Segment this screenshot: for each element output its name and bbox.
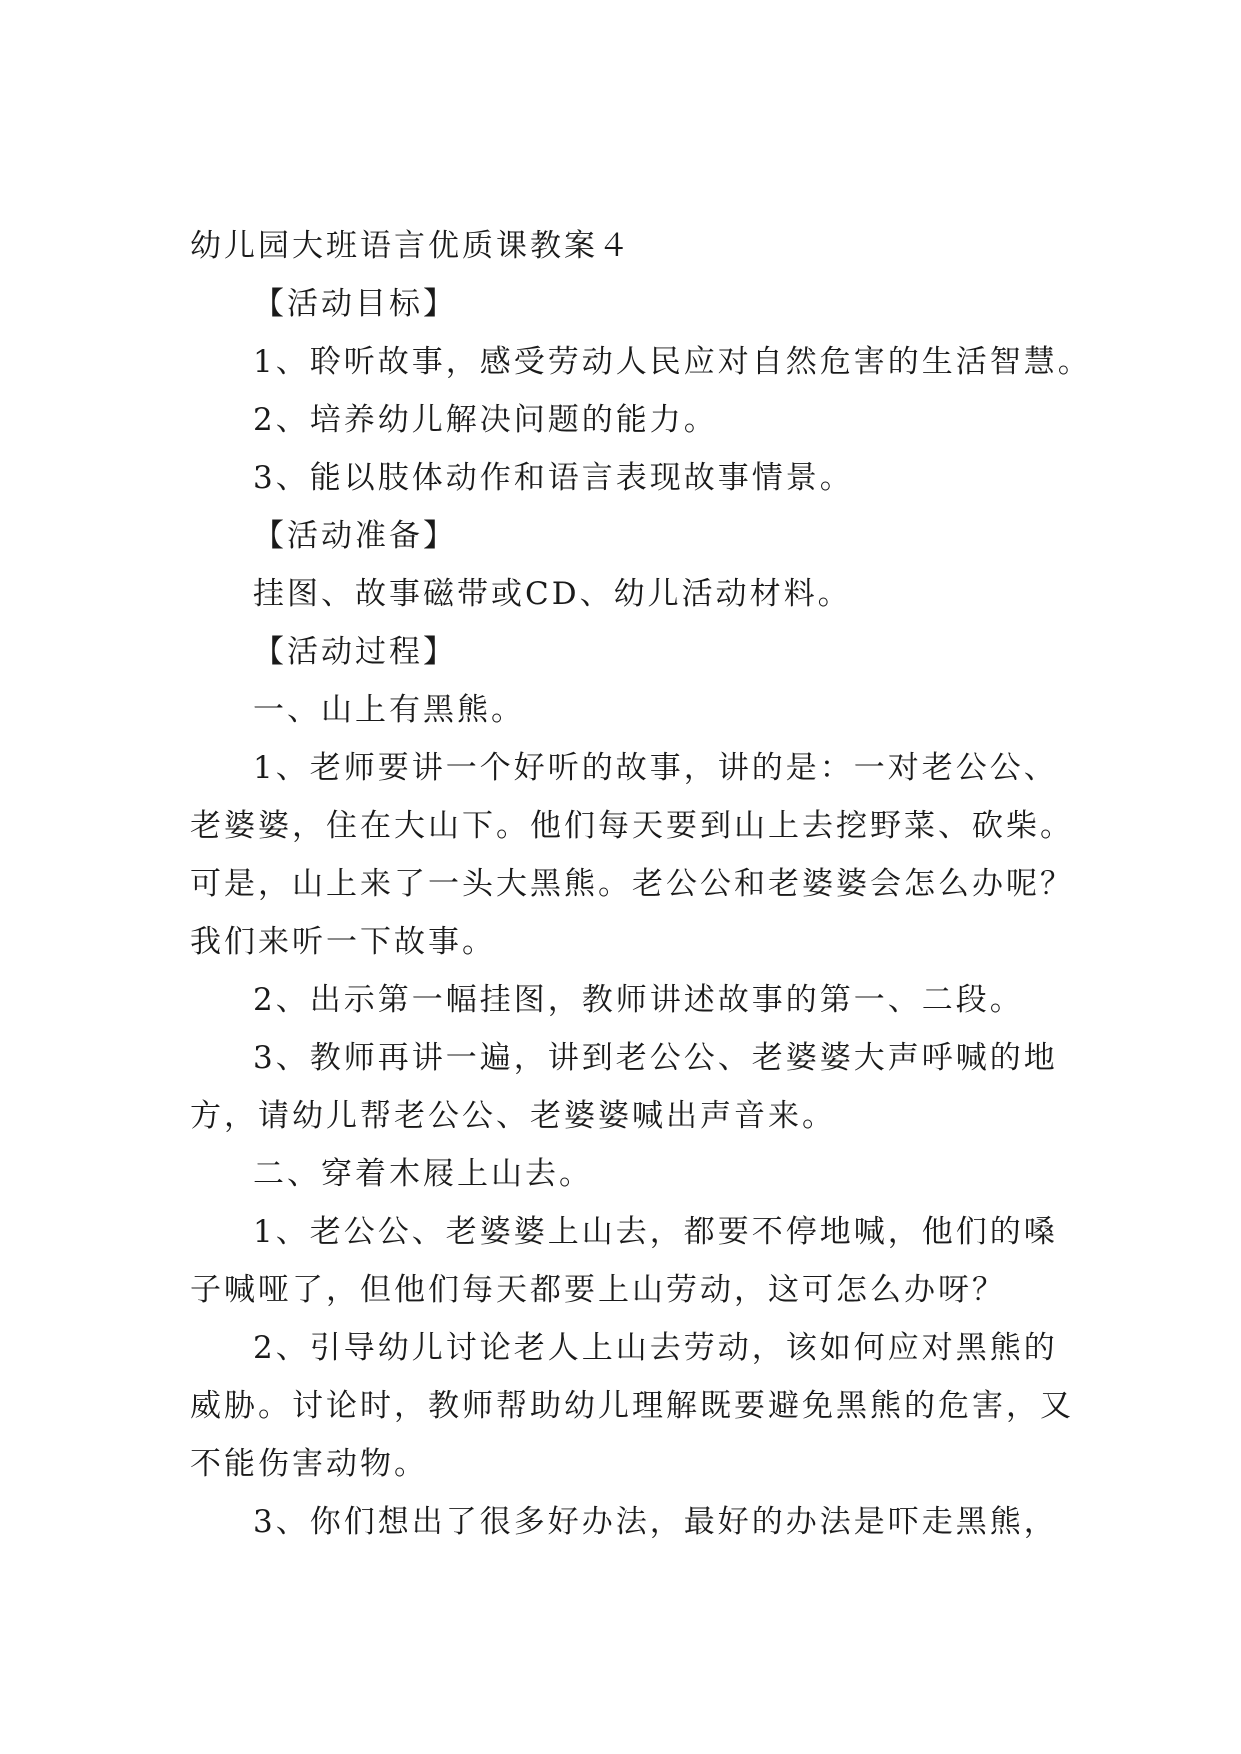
paragraph-line: 2、出示第一幅挂图，教师讲述故事的第一、二段。 bbox=[253, 982, 1024, 1018]
paragraph-line: 不能伤害动物。 bbox=[190, 1446, 428, 1482]
paragraph-line: 3、教师再讲一遍，讲到老公公、老婆婆大声呼喊的地 bbox=[253, 1040, 1058, 1076]
paragraph-line: 1、老公公、老婆婆上山去，都要不停地喊，他们的嗓 bbox=[253, 1214, 1058, 1250]
paragraph-line: 老婆婆，住在大山下。他们每天要到山上去挖野菜、砍柴。 bbox=[190, 808, 1074, 844]
paragraph-line: 方，请幼儿帮老公公、老婆婆喊出声音来。 bbox=[190, 1098, 836, 1134]
section-heading-preparation: 【活动准备】 bbox=[253, 518, 457, 554]
process-part-2-heading: 二、穿着木屐上山去。 bbox=[253, 1156, 593, 1192]
paragraph-line: 子喊哑了，但他们每天都要上山劳动，这可怎么办呀？ bbox=[190, 1272, 1006, 1308]
paragraph-line: 威胁。讨论时，教师帮助幼儿理解既要避免黑熊的危害，又 bbox=[190, 1388, 1074, 1424]
paragraph-line: 我们来听一下故事。 bbox=[190, 924, 496, 960]
section-heading-process: 【活动过程】 bbox=[253, 634, 457, 670]
process-part-1-heading: 一、山上有黑熊。 bbox=[253, 692, 525, 728]
paragraph-line: 3、你们想出了很多好办法，最好的办法是吓走黑熊， bbox=[253, 1504, 1058, 1540]
goal-item-2: 2、培养幼儿解决问题的能力。 bbox=[253, 402, 718, 438]
goal-item-1: 1、聆听故事，感受劳动人民应对自然危害的生活智慧。 bbox=[253, 344, 1092, 380]
document-title: 幼儿园大班语言优质课教案４ bbox=[190, 228, 632, 264]
paragraph-line: 1、老师要讲一个好听的故事，讲的是：一对老公公、 bbox=[253, 750, 1058, 786]
preparation-text: 挂图、故事磁带或CD、幼儿活动材料。 bbox=[253, 576, 852, 612]
paragraph-line: 可是，山上来了一头大黑熊。老公公和老婆婆会怎么办呢？ bbox=[190, 866, 1074, 902]
goal-item-3: 3、能以肢体动作和语言表现故事情景。 bbox=[253, 460, 854, 496]
paragraph-line: 2、引导幼儿讨论老人上山去劳动，该如何应对黑熊的 bbox=[253, 1330, 1058, 1366]
section-heading-goals: 【活动目标】 bbox=[253, 286, 457, 322]
